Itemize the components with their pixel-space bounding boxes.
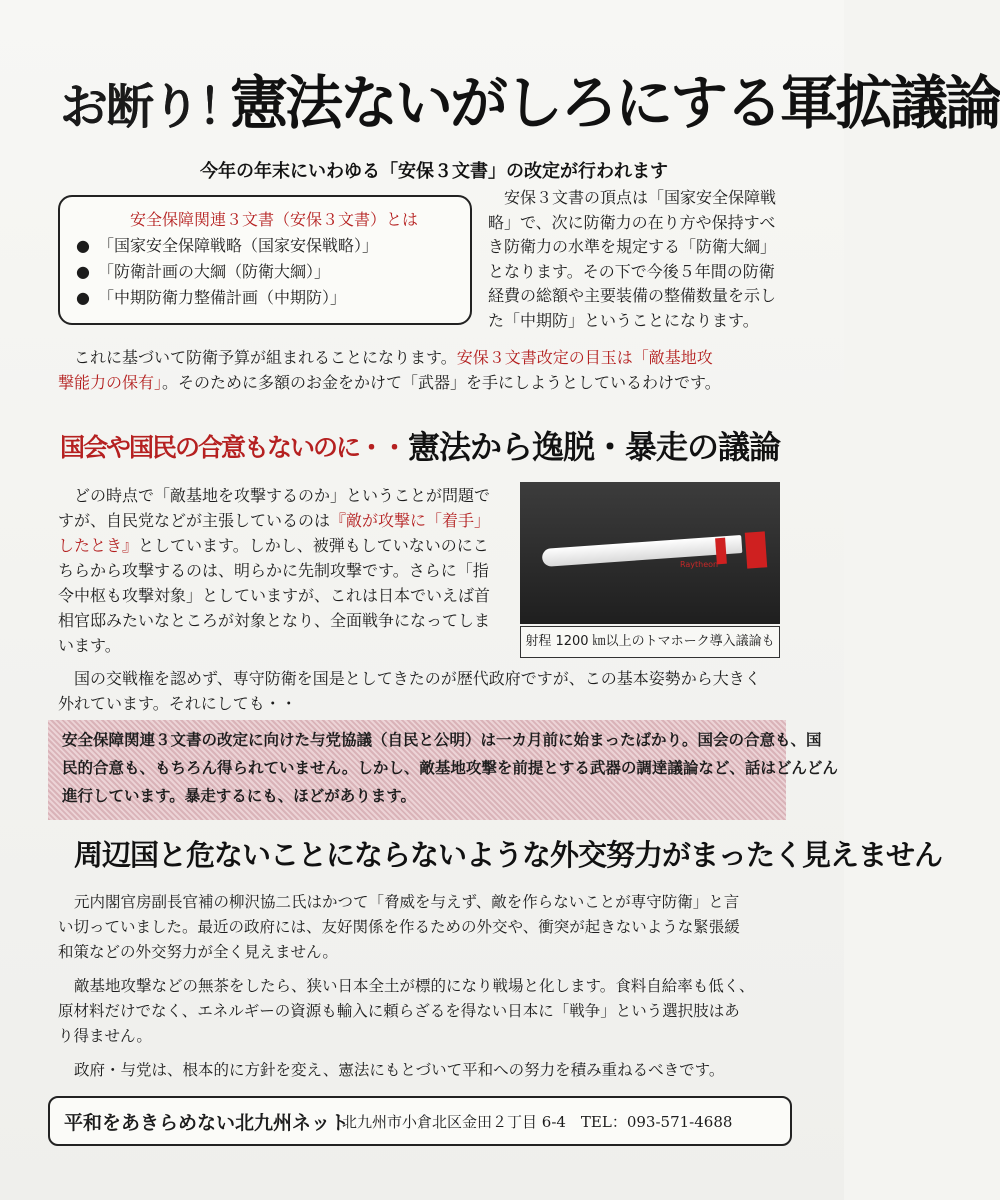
diplomacy-heading: 周辺国と危ないことにならないような外交努力がまったく見えません [74, 838, 943, 872]
budget-paragraph-line: 撃能力の保有」。そのために多額のお金をかけて「武器」を手にしようとしているわけです。 [58, 373, 721, 392]
definition-item: ● 「中期防衛力整備計画（中期防）」 [76, 288, 347, 307]
page-title: 憲法ないがしろにする軍拡議論 [230, 69, 1000, 137]
war-risk-line: り得ません。 [58, 1027, 152, 1045]
diplomacy-line: 元内閣官房副長官補の柳沢協二氏はかつて「脅威を与えず、敵を作らないことが専守防衛」と言 [74, 893, 740, 911]
argument-line: すが、自民党などが主張しているのは『敵が攻撃に「着手」 [58, 511, 491, 530]
definition-box [58, 195, 472, 325]
contact-address: 北九州市小倉北区金田２丁目 6-4 TEL：093-571-4688 [342, 1113, 733, 1131]
definition-item: ● 「防衛計画の大綱（防衛大綱）」 [76, 262, 331, 281]
diplomacy-line: 和策などの外交努力が全く見えません。 [58, 943, 338, 961]
argument-line: どの時点で「敵基地を攻撃するのか」ということが問題で [74, 486, 491, 505]
war-risk-line: 敵基地攻撃などの無茶をしたら、狭い日本全土が標的になり戦場と化します。食料自給率も低く、 [74, 977, 755, 995]
section-heading-left: 国会や国民の合意もないのに・・ [60, 433, 406, 462]
organization-name: 平和をあきらめない北九州ネット [64, 1112, 350, 1134]
definition-item: ● 「国家安全保障戦略（国家安保戦略）」 [76, 236, 379, 255]
missile-tail [745, 531, 767, 568]
policy-line: 外れています。それにしても・・ [58, 694, 297, 713]
missile-label: Raytheon [680, 560, 719, 569]
conclusion-line: 政府・与党は、根本的に方針を変え、憲法にもとづいて平和への努力を積み重ねるべきです。 [74, 1061, 725, 1079]
bullet-icon: ● [76, 236, 90, 255]
definition-box-title: 安全保障関連３文書（安保３文書）とは [130, 210, 419, 229]
argument-line: 令中枢も攻撃対象」としていますが、これは日本でいえば首 [58, 586, 491, 605]
bullet-icon: ● [76, 288, 90, 307]
bullet-icon: ● [76, 262, 90, 281]
argument-line: したとき』としています。しかし、被弾もしていないのにこ [58, 536, 489, 555]
photo-caption: 射程 1200 ㎞以上のトマホーク導入議論も [520, 626, 780, 658]
argument-line: います。 [58, 636, 121, 655]
war-risk-line: 原材料だけでなく、エネルギーの資源も輸入に頼らざるを得ない日本に「戦争」という選択肢はあ [58, 1002, 740, 1020]
argument-line: 相官邸みたいなところが対象となり、全面戦争になってしま [58, 611, 491, 630]
footer-box [48, 1096, 792, 1146]
argument-line: ちらから攻撃するのは、明らかに先制攻撃です。さらに「指 [58, 561, 489, 580]
title-block [60, 48, 1000, 148]
subtitle: 今年の年末にいわゆる「安保３文書」の改定が行われます [200, 161, 668, 182]
section-heading-right: 憲法から逸脱・暴走の議論 [408, 428, 781, 466]
highlight-text: 安全保障関連３文書の改定に向けた与党協議（自民と公明）は一カ月前に始まったばかり。国会の合意も、国 民的合意も、もちろん得られていません。しかし、敵基地攻撃を前提とする武器の調達議論など、話はどんどん 進行しています。暴走するにも、ほどがあります。 [62, 730, 838, 805]
budget-paragraph-line: これに基づいて防衛予算が組まれることになります。安保３文書改定の目玉は「敵基地攻 [74, 348, 713, 367]
documents-explanation: 安保３文書の頂点は「国家安全保障戦 略」で、次に防衛力の在り方や保持すべ き防衛力の水準を規定する「防衛大綱」 となります。その下で今後５年間の防衛 経費の総額や主要装備の整備数量を示し た「中期防」ということになります。 [488, 188, 777, 330]
policy-line: 国の交戦権を認めず、専守防衛を国是としてきたのが歴代政府ですが、この基本姿勢から大きく [74, 669, 761, 688]
diplomacy-line: い切っていました。最近の政府には、友好関係を作るための外交や、衝突が起きないような緊張緩 [58, 918, 740, 936]
title-prefix: お断り！ [60, 68, 244, 137]
tomahawk-photo [520, 482, 780, 624]
